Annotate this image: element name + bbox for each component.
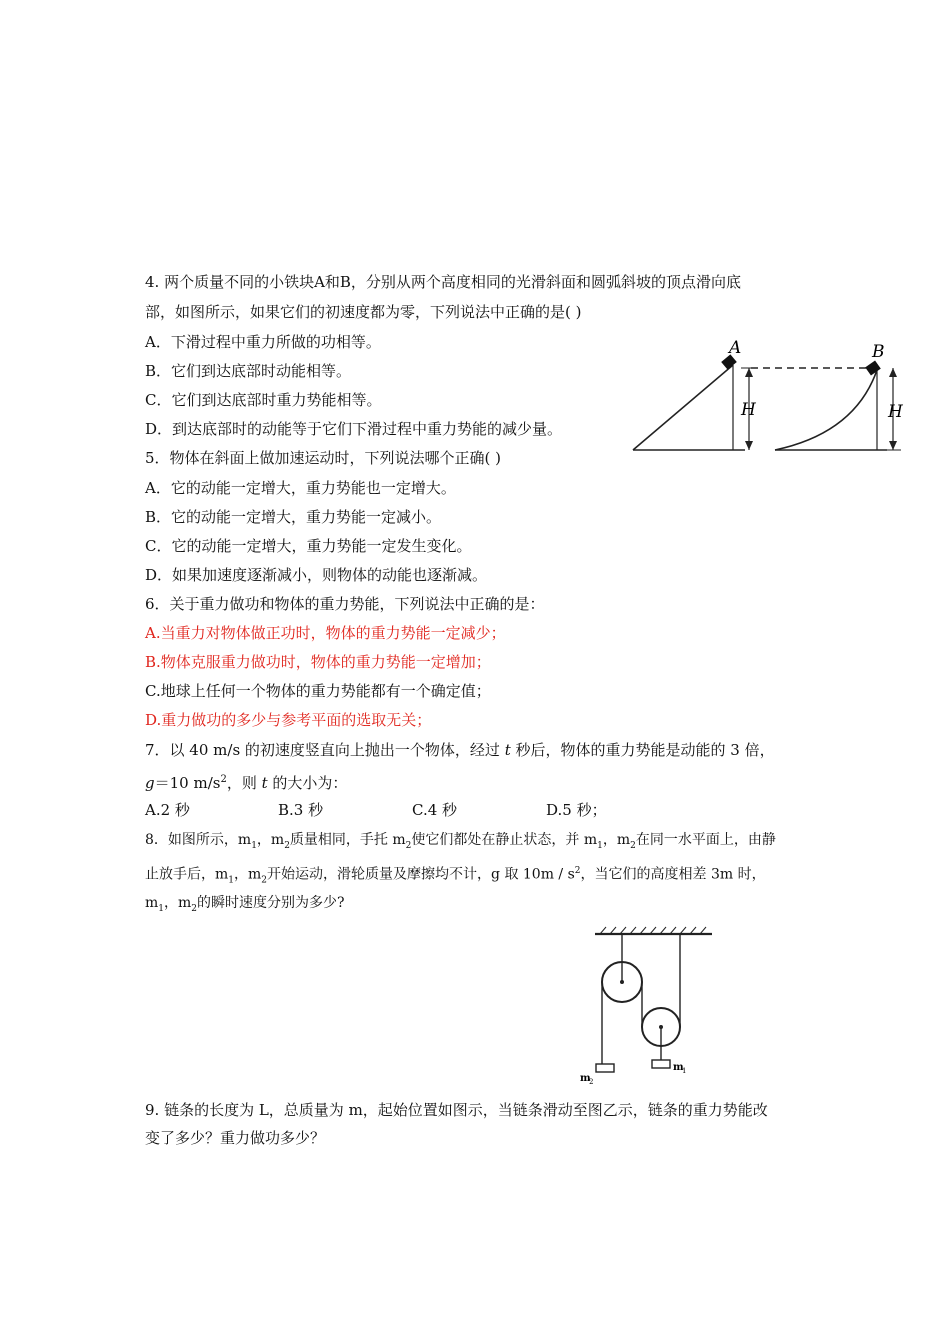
label-a: A (729, 338, 742, 358)
q6-option-b: B.物体克服重力做功时，物体的重力势能一定增加； (145, 653, 491, 671)
label-b: B (872, 342, 885, 362)
q7-stem-line2: g＝10 $m/s^2$，则 t 的大小为： (145, 774, 348, 792)
q4-stem-line1: 4. 两个质量不同的小铁块A和B，分别从两个高度相同的光滑斜面和圆弧斜坡的顶点滑向底 (145, 273, 741, 291)
svg-text:2: 2 (589, 1078, 594, 1086)
incline-slope-figure (625, 335, 910, 460)
q5-option-b: B．它的动能一定增大，重力势能一定减小。 (145, 508, 442, 526)
q8-stem-line3: $m_1$，$m_2$的瞬时速度分别为多少? (145, 895, 345, 914)
q4-option-c: C．它们到达底部时重力势能相等。 (145, 391, 382, 409)
q7-option-c: C.4 秒 (412, 801, 458, 819)
svg-text:1: 1 (682, 1067, 687, 1075)
q6-option-a: A.当重力对物体做正功时，物体的重力势能一定减少； (145, 624, 506, 642)
q4-option-d: D．到达底部时的动能等于它们下滑过程中重力势能的减少量。 (145, 420, 563, 438)
q7-option-a: A.2 秒 (145, 801, 190, 819)
pulley-figure (570, 922, 720, 1090)
q7-stem-line1: 7．以 40 m/s 的初速度竖直向上抛出一个物体，经过 t 秒后，物体的重力势能是动能的 3 倍， (145, 741, 775, 759)
q8-stem-line2: 止放手后，$m_1$，$m_2$开始运动，滑轮质量及摩擦均不计，g 取 $10m / s^2$，当它们的高度相差 3m 时， (145, 866, 766, 886)
q4-option-b: B．它们到达底部时动能相等。 (145, 362, 352, 380)
var-g: g (145, 774, 155, 792)
q9-stem-line2: 变了多少？重力做功多少？ (145, 1129, 326, 1147)
q5-option-d: D．如果加速度逐渐减小，则物体的动能也逐渐减。 (145, 566, 488, 584)
label-h-left: H (741, 400, 756, 420)
label-h-right: H (888, 402, 903, 422)
q4-option-a: A．下滑过程中重力所做的功相等。 (145, 333, 381, 351)
label-m2-left: m (580, 1073, 591, 1084)
q5-option-a: A．它的动能一定增大，重力势能也一定增大。 (145, 479, 456, 497)
q9-stem-line1: 9. 链条的长度为 L，总质量为 m，起始位置如图示，当链条滑动至图乙示，链条的重力势能改 (145, 1101, 768, 1119)
q4-stem-line2: 部，如图所示，如果它们的初速度都为零，下列说法中正确的是( ) (145, 303, 582, 321)
q6-option-c: C.地球上任何一个物体的重力势能都有一个确定值； (145, 682, 491, 700)
q5-option-c: C．它的动能一定增大，重力势能一定发生变化。 (145, 537, 472, 555)
q7-option-d: D.5 秒； (546, 801, 607, 819)
var-t: t (504, 741, 511, 759)
q8-stem-line1: 8．如图所示，$m_1$，$m_2$质量相同，手托 $m_2$使它们都处在静止状态，并 $m_1$，$m_2$在同一水平面上，由静 (145, 832, 776, 851)
label-m1-right: m (673, 1062, 684, 1073)
q5-stem: 5．物体在斜面上做加速运动时，下列说法哪个正确( ) (145, 449, 502, 467)
q6-stem: 6．关于重力做功和物体的重力势能，下列说法中正确的是： (145, 595, 545, 613)
q6-option-d: D.重力做功的多少与参考平面的选取无关； (145, 711, 432, 729)
q7-option-b: B.3 秒 (278, 801, 324, 819)
